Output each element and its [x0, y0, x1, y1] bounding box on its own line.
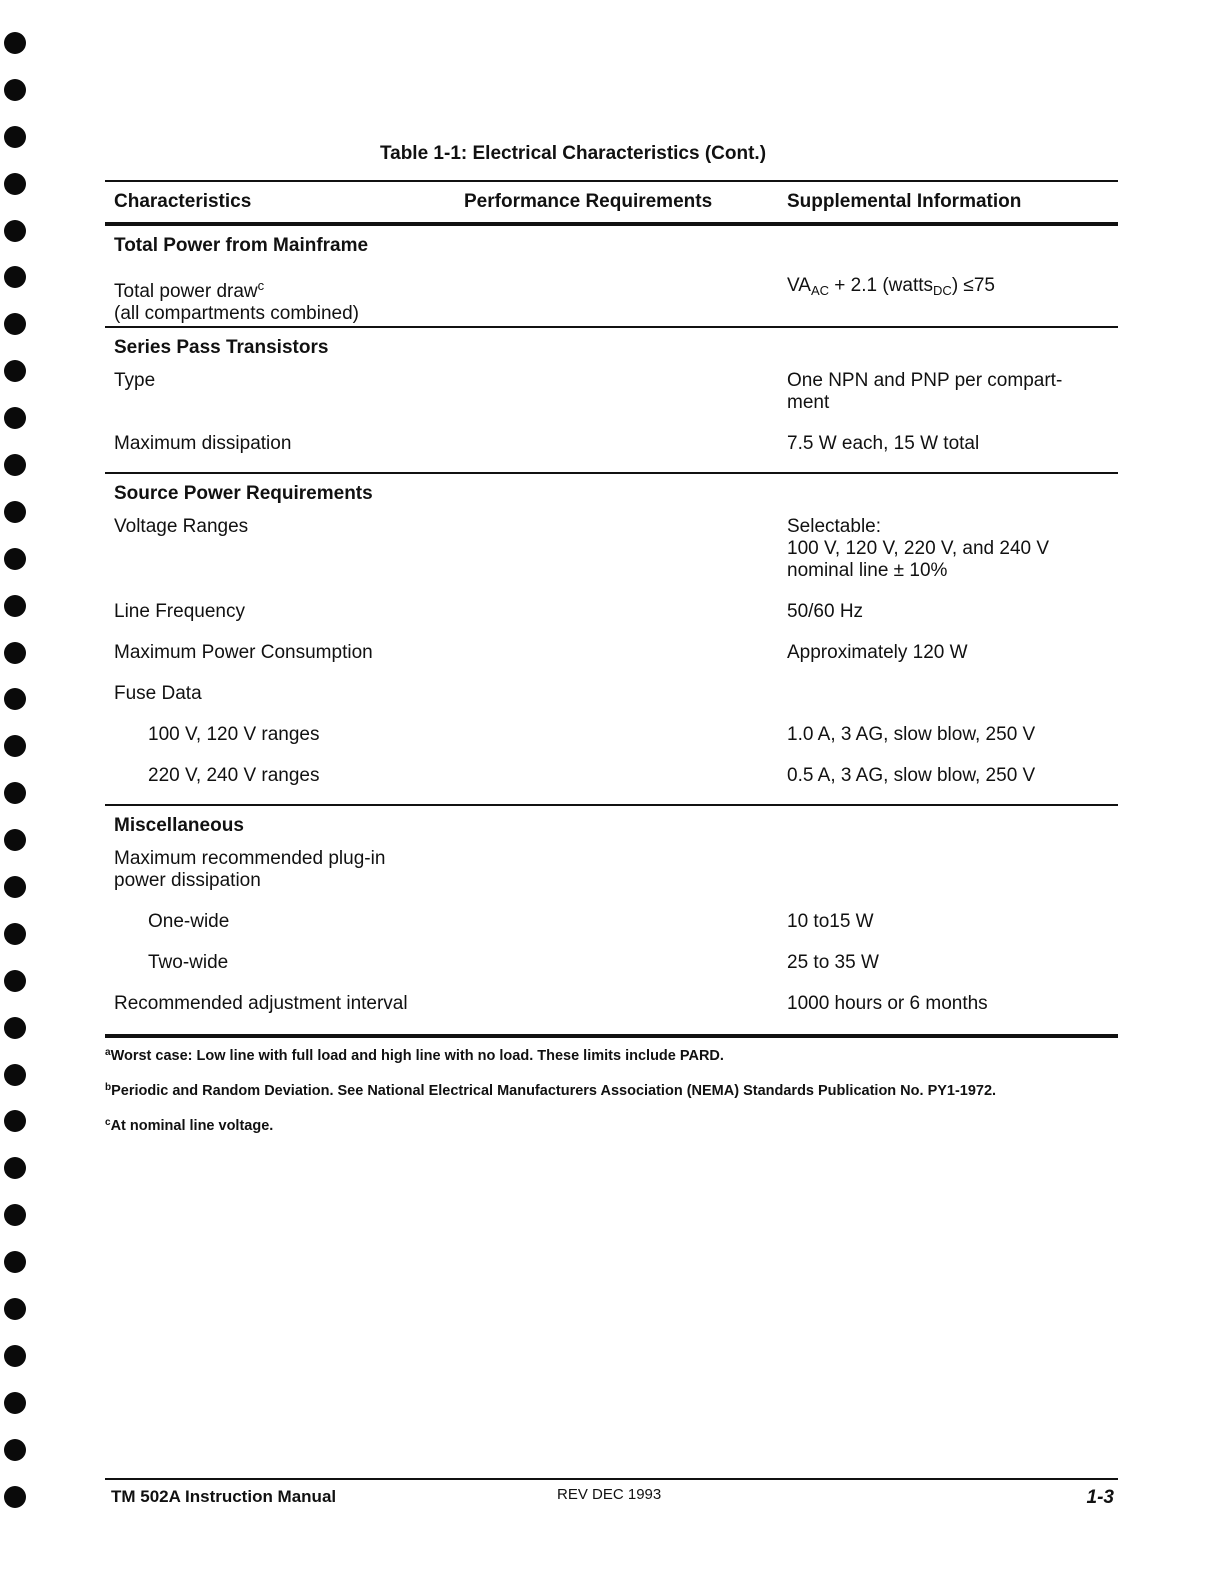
binder-hole: [4, 876, 26, 898]
footer-rule: [105, 1478, 1118, 1480]
row-performance: [464, 911, 787, 933]
binder-hole: [4, 360, 26, 382]
header-performance: Performance Requirements: [464, 191, 713, 212]
table-row: [105, 582, 1118, 623]
table-row: [105, 414, 1118, 455]
row-performance: [464, 724, 787, 746]
section-miscellaneous: [105, 806, 1118, 1038]
table-row: [105, 974, 1118, 1015]
binder-hole: [4, 173, 26, 195]
row-label: 220 V, 240 V ranges: [148, 765, 320, 786]
binder-holes: [4, 32, 28, 1533]
table-title: Table 1-1: Electrical Characteristics (Cont.): [379, 143, 767, 164]
table-row: [105, 258, 1118, 325]
row-performance: [464, 683, 787, 705]
footnote-c: $^c$At nominal line voltage.: [105, 1117, 274, 1134]
row-info: 7.5 W each, 15 W total: [787, 433, 980, 454]
binder-hole: [4, 454, 26, 476]
row-label: Type: [114, 370, 156, 391]
binder-hole: [4, 829, 26, 851]
binder-hole: [4, 1157, 26, 1179]
table-row: [105, 838, 1118, 892]
binder-hole: [4, 1251, 26, 1273]
binder-hole: [4, 1064, 26, 1086]
footer-revision: REV DEC 1993: [557, 1486, 662, 1503]
table-header: [105, 180, 1118, 226]
section-total-power: [105, 226, 1118, 328]
binder-hole: [4, 220, 26, 242]
binder-hole: [4, 595, 26, 617]
binder-hole: [4, 970, 26, 992]
table-row: [105, 892, 1118, 933]
table-row: [105, 705, 1118, 746]
binder-hole: [4, 407, 26, 429]
row-info: 10 to15 W: [787, 911, 874, 932]
row-performance: [464, 952, 787, 974]
table-row: [105, 933, 1118, 974]
binder-hole: [4, 1486, 26, 1508]
section-title: Miscellaneous: [114, 815, 244, 836]
row-performance: [464, 848, 787, 892]
binder-hole: [4, 1439, 26, 1461]
binder-hole: [4, 313, 26, 335]
section-series-pass: [105, 328, 1118, 474]
row-info: 1000 hours or 6 months: [787, 993, 988, 1014]
binder-hole: [4, 735, 26, 757]
section-source-power: [105, 474, 1118, 806]
row-label: 100 V, 120 V ranges: [148, 724, 320, 745]
binder-hole: [4, 688, 26, 710]
table-row: [105, 360, 1118, 414]
table-row: [105, 664, 1118, 705]
row-label: Two-wide: [148, 952, 229, 973]
binder-hole: [4, 1110, 26, 1132]
row-label: Total power draw$^c$ (all compartments combined): [114, 278, 359, 324]
binder-hole: [4, 1017, 26, 1039]
electrical-characteristics-table: [105, 180, 1118, 1038]
row-info: Selectable: 100 V, 120 V, 220 V, and 240 V nominal line ± 10%: [787, 516, 1050, 581]
row-performance: [464, 516, 787, 582]
footnote-b: $^b$Periodic and Random Deviation. See National Electrical Manufacturers Association (NEMA) Standards Publication No. PY1-1972.: [105, 1082, 997, 1099]
row-info: 25 to 35 W: [787, 952, 879, 973]
row-performance: [464, 765, 787, 787]
row-info: One NPN and PNP per compart- ment: [787, 370, 1063, 413]
binder-hole: [4, 1345, 26, 1367]
row-info: 50/60 Hz: [787, 601, 864, 622]
section-title: Series Pass Transistors: [114, 337, 329, 358]
header-supplemental: Supplemental Information: [787, 191, 1022, 212]
binder-hole: [4, 266, 26, 288]
row-info: Approximately 120 W: [787, 642, 968, 663]
binder-hole: [4, 1392, 26, 1414]
binder-hole: [4, 1204, 26, 1226]
binder-hole: [4, 923, 26, 945]
row-label: Maximum Power Consumption: [114, 642, 373, 663]
footer-manual-title: TM 502A Instruction Manual: [111, 1487, 337, 1506]
row-info: 0.5 A, 3 AG, slow blow, 250 V: [787, 765, 1036, 786]
row-performance: [464, 433, 787, 455]
binder-hole: [4, 548, 26, 570]
table-row: [105, 623, 1118, 664]
binder-hole: [4, 642, 26, 664]
binder-hole: [4, 501, 26, 523]
row-label: Maximum dissipation: [114, 433, 292, 454]
row-label: Maximum recommended plug-in power dissipation: [114, 848, 386, 891]
row-label: One-wide: [148, 911, 230, 932]
row-label: Fuse Data: [114, 683, 202, 704]
row-performance: [464, 275, 787, 325]
row-info: [787, 848, 1118, 892]
table-row: [105, 506, 1118, 582]
row-label: Line Frequency: [114, 601, 245, 622]
binder-hole: [4, 32, 26, 54]
row-label: Recommended adjustment interval: [114, 993, 408, 1014]
row-info: [787, 683, 1118, 705]
row-label: Voltage Ranges: [114, 516, 249, 537]
row-performance: [464, 642, 787, 664]
binder-hole: [4, 79, 26, 101]
row-performance: [464, 993, 787, 1015]
page-number: 1-3: [1086, 1487, 1114, 1508]
row-info: $VA_{AC} + 2.1$ (watts$_{DC}$) ≤75: [787, 275, 995, 298]
row-performance: [464, 601, 787, 623]
row-info: 1.0 A, 3 AG, slow blow, 250 V: [787, 724, 1036, 745]
header-characteristics: Characteristics: [114, 191, 252, 212]
section-title: Total Power from Mainframe: [114, 235, 369, 256]
section-title: Source Power Requirements: [114, 483, 373, 504]
table-row: [105, 746, 1118, 787]
row-performance: [464, 370, 787, 414]
footnote-a: $^a$Worst case: Low line with full load and high line with no load. These limits include PARD.: [105, 1047, 724, 1064]
binder-hole: [4, 782, 26, 804]
binder-hole: [4, 1298, 26, 1320]
